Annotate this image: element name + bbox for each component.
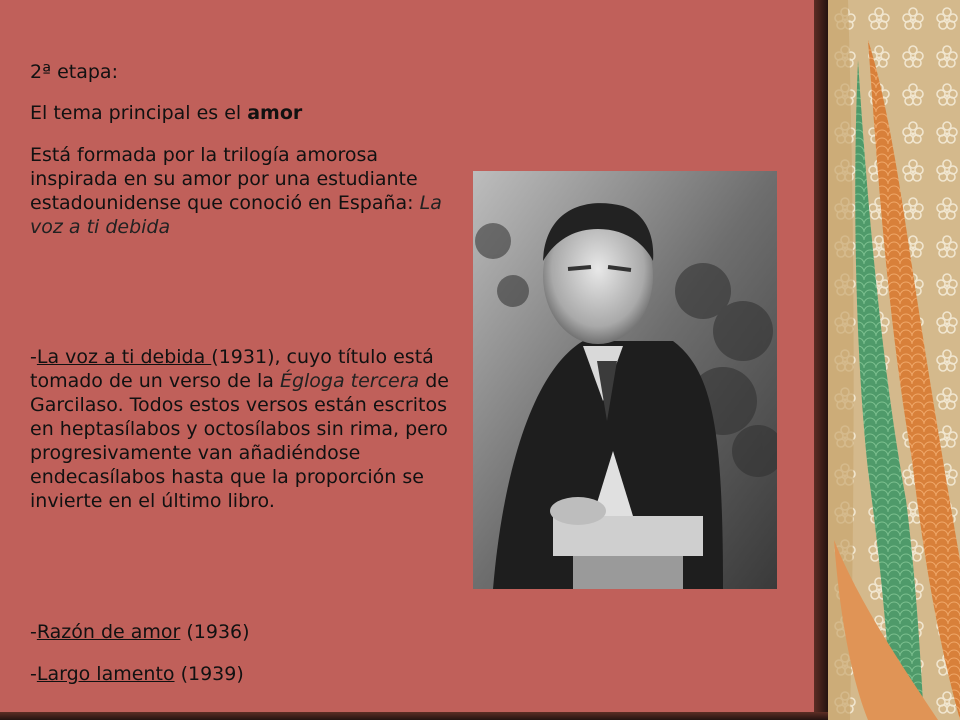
book3-line [30, 662, 244, 686]
stage-heading: 2ª etapa: [30, 61, 118, 83]
book1-rest: de Garcilaso. Todos estos versos están escritos en heptasílabos y octosílabos sin rima, pero progresivamente van añadiéndose endecasílabos hasta que la proporción se invierte en el último libro. [30, 370, 449, 512]
book2-line [30, 620, 250, 644]
decorative-band-graphic [828, 0, 960, 720]
trilogy-italic-title: La voz a ti debida [30, 192, 442, 238]
portrait-photo-graphic [473, 171, 777, 589]
book1-after-title: (1931), cuyo título está tomado de un verso de la [30, 346, 434, 392]
book1-title-link[interactable]: La voz a ti debida [36, 346, 212, 368]
panel-bevel-bottom [0, 712, 828, 720]
book3-year: (1939) [174, 663, 244, 685]
theme-bold-word: amor [247, 102, 303, 124]
book3-dash: - [30, 663, 37, 685]
theme-line [30, 101, 302, 125]
panel-bevel-right [814, 0, 828, 720]
book2-dash: - [30, 621, 37, 643]
decorative-band [828, 0, 960, 720]
book1-paragraph [30, 345, 470, 513]
book2-year: (1936) [180, 621, 250, 643]
book2-title-link[interactable]: Razón de amor [36, 621, 181, 643]
book3-title-link[interactable]: Largo lamento [36, 663, 175, 685]
trilogy-paragraph [30, 143, 460, 239]
book1-dash: - [30, 346, 37, 368]
theme-prefix: El tema principal es el [30, 102, 248, 124]
portrait-photo [473, 171, 777, 589]
trilogy-text: Está formada por la trilogía amorosa inspirada en su amor por una estudiante estadounidense que conoció en España: [30, 144, 420, 214]
book1-italic-work: Égloga tercera [279, 370, 420, 392]
